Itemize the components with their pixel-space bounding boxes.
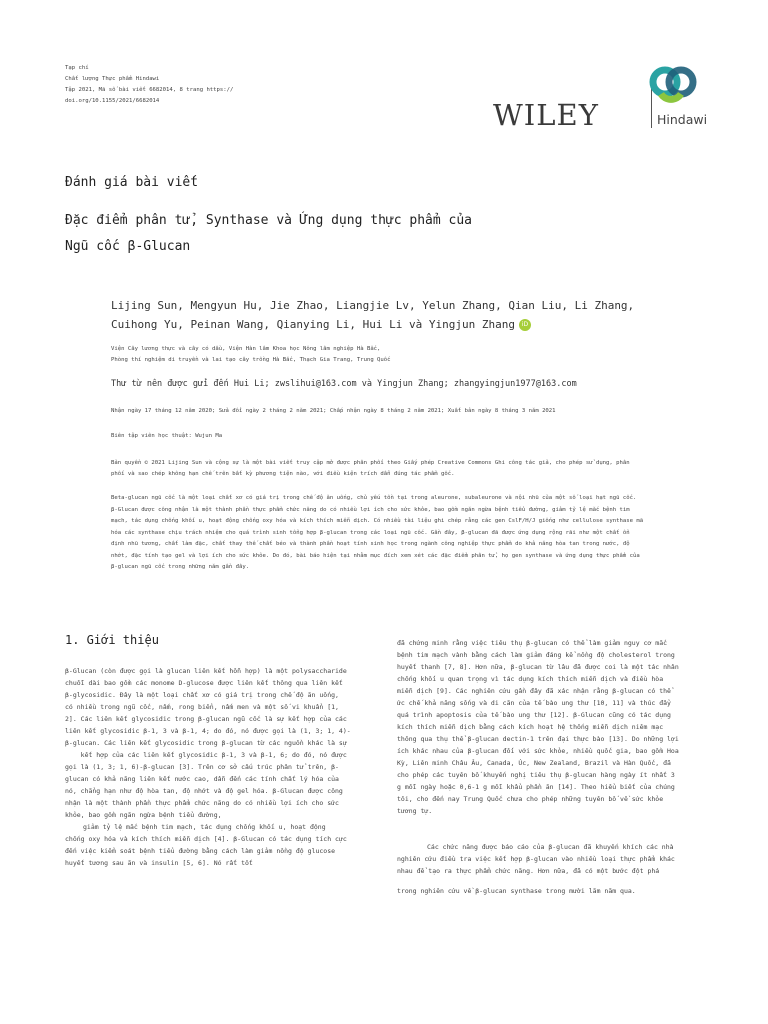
journal-line: Tập 2021, Mã số bài viết 6682014, 8 trang https://	[65, 87, 234, 93]
text-line: tương tự.	[397, 807, 433, 815]
text-line: có nhiều trong ngũ cốc, nấm, rong biển, nấm men và một số vi khuẩn [1,	[65, 703, 339, 711]
authors-line	[111, 315, 721, 334]
paragraph	[397, 637, 707, 817]
text-line: giảm tỷ lệ mắc bệnh tim mạch, tác dụng chống khối u, hoạt động	[83, 823, 326, 831]
affiliation-line: Viện Cây lương thực và cây có dầu, Viện Hàn lâm Khoa học Nông lâm nghiệp Hà Bắc,	[111, 346, 381, 352]
text-line: chống oxy hóa và kích thích miễn dịch [4]. β-Glucan có tác dụng tích cực	[65, 835, 347, 843]
text-line: kích thích miễn dịch bằng cách kích hoạt hệ thống miễn dịch niêm mạc	[397, 723, 664, 731]
authors-line: Lijing Sun, Mengyun Hu, Jie Zhao, Liangjie Lv, Yelun Zhang, Qian Liu, Li Zhang,	[111, 299, 635, 312]
text-line: nhau để tạo ra thực phẩm chức năng. Hơn nữa, đã có một bước đột phá	[397, 867, 660, 875]
text-line: miễn dịch [9]. Các nghiên cứu gần đây đã xác nhận rằng β-glucan có thể	[397, 687, 671, 695]
abstract-line: β-Glucan được công nhận là một thành phần thực phẩm chức năng do có nhiều lợi ích cho sức khỏe, bao gồm ngăn ngừa bệnh tiểu đường, giảm tỷ lệ mắc bệnh tim	[111, 506, 630, 513]
title-line: Đặc điểm phân tử, Synthase và Ứng dụng thực phẩm của	[65, 213, 472, 228]
wiley-wordmark: WILEY	[493, 98, 599, 132]
abstract-line: định nhũ tương, chất làm đặc, chất thay thế chất béo và thành phần hoạt tính sinh học trong ngành công nghiệp thực phẩm do khả năng hòa tan trong nước, độ	[111, 541, 630, 547]
paragraph	[65, 821, 365, 869]
text-line: ích khác nhau của β-glucan đối với sức khỏe, nhiều quốc gia, bao gồm Hoa	[397, 747, 679, 755]
left-column	[65, 665, 365, 869]
abstract-line: nhớt, đặc tính tạo gel và lợi ích cho sức khỏe. Do đó, bài báo hiện tại nhằm mục đích xem xét các đặc điểm phân tử, họ gen synthase và ứng dụng thực phẩm của	[111, 552, 640, 559]
text-line: tôi, cho đến nay Trung Quốc chưa cho phép những tuyên bố về sức khỏe	[397, 795, 664, 803]
abstract	[111, 493, 723, 574]
publisher-logo	[493, 64, 713, 134]
abstract-line: Beta-glucan ngũ cốc là một loại chất xơ có giá trị trong chế độ ăn uống, chủ yếu tồn tại trong aleurone, subaleurone và nội nhũ của một số loại hạt ngũ cốc.	[111, 495, 637, 501]
right-column	[397, 637, 707, 897]
text-line: kết hợp của các liên kết glycosidic β-1, 3 và β-1, 6; do đó, nó được	[65, 751, 347, 759]
text-line: quá trình apoptosis của tế bào ung thư [12]. β-Glucan cũng có tác dụng	[397, 711, 671, 719]
text-line: nhận là một thành phần thực phẩm chức năng do có nhiều lợi ích cho sức	[65, 799, 339, 807]
text-line: Kỳ, Liên minh Châu Âu, Canada, Úc, New Zealand, Brazil và Hàn Quốc, đã	[397, 759, 671, 767]
text-line: chống khối u quan trọng vì tác dụng kích thích miễn dịch và điều hòa	[397, 675, 664, 683]
text-line: glucan có khả năng liên kết nước cao, dẫn đến các tính chất lý hóa của	[65, 775, 339, 783]
hindawi-mark-icon	[639, 64, 705, 112]
article-title	[65, 208, 685, 260]
academic-editor: Biên tập viên học thuật: Wujun Ma	[111, 433, 223, 439]
orcid-icon[interactable]: iD	[519, 319, 531, 331]
author-list	[111, 296, 721, 334]
text-line: 2]. Các liên kết glycosidic trong β-glucan ngũ cốc là sự kết hợp của các	[65, 715, 347, 723]
text-line: β-Glucan (còn được gọi là glucan liên kết hỗn hợp) là một polysaccharide	[65, 667, 347, 675]
text-line: bệnh tim mạch vành bằng cách làm giảm đáng kể nồng độ cholesterol trong	[397, 651, 675, 659]
text-line: chuỗi dài bao gồm các monome D-glucose được liên kết thông qua liên kết	[65, 679, 343, 687]
text-line: đến việc kiểm soát bệnh tiểu đường bằng cách làm giảm nồng độ glucose	[65, 847, 336, 855]
hindawi-wordmark: Hindawi	[657, 112, 708, 127]
text-line: gọi là (1, 3; 1, 6)-β-glucan [3]. Trên cơ sở cấu trúc phân tử trên, β-	[65, 763, 339, 771]
text-line: thông qua thụ thể β-glucan dectin-1 trên đại thực bào [13]. Do những lợi	[397, 735, 679, 743]
text-line: nó, chẳng hạn như độ hòa tan, độ nhớt và độ gel hóa. β-Glucan được công	[65, 787, 343, 795]
text-line: khỏe, bao gồm ngăn ngừa bệnh tiểu đường,	[65, 811, 222, 819]
correspondence: Thư từ nên được gửi đến Hui Li; zwslihui@163.com và Yingjun Zhang; zhangyingjun1977@163.com	[111, 379, 577, 389]
journal-line: Tạp chí	[65, 65, 89, 71]
text-line: huyết thanh [7, 8]. Hơn nữa, β-glucan từ lâu đã được coi là một tác nhân	[397, 663, 679, 671]
text-line: β-glycosidic. Đây là một loại chất xơ có giá trị trong chế độ ăn uống,	[65, 691, 339, 699]
copyright-notice	[111, 458, 721, 480]
text-line: huyết tương sau ăn và insulin [5, 6]. Nó rất tốt	[65, 859, 253, 867]
affiliations	[111, 344, 711, 366]
text-line: β-glucan. Các liên kết glycosidic trong β-glucan từ các nguồn khác là sự	[65, 739, 347, 747]
text-line: Các chức năng được báo cáo của β-glucan đã khuyến khích các nhà	[427, 843, 674, 851]
text-line: liên kết glycosidic β-1, 3 và β-1, 4; do đó, nó được gọi là (1, 3; 1, 4)-	[65, 727, 351, 735]
affiliation-line: Phòng thí nghiệm di truyền và lai tạo cây trồng Hà Bắc, Thạch Gia Trang, Trung Quốc	[111, 357, 391, 363]
abstract-line: β-glucan ngũ cốc trong những năm gần đây.	[111, 564, 250, 570]
journal-line: doi.org/10.1155/2021/6682014	[65, 98, 160, 104]
abstract-line: mạch, tác dụng chống khối u, hoạt động chống oxy hóa và kích thích miễn dịch. Có nhiều tài liệu ghi chép rằng các gen CslF/H/J giống như cellulose synthase mã	[111, 518, 644, 524]
article-type: Đánh giá bài viết	[65, 175, 199, 190]
title-line: Ngũ cốc β-Glucan	[65, 239, 191, 254]
text-line: cho phép các tuyên bố khuyến nghị tiêu thụ β-glucan hàng ngày ít nhất 3	[397, 771, 675, 779]
journal-header	[65, 63, 365, 107]
copyright-line: phối và sao chép không hạn chế trên bất kỳ phương tiện nào, với điều kiện trích dẫn đúng tác phẩm gốc.	[111, 471, 455, 477]
paragraph	[65, 665, 365, 821]
text-line: g mỗi ngày hoặc 0,6-1 g mỗi khẩu phần ăn [14]. Theo hiểu biết của chúng	[397, 783, 675, 791]
authors-line-text: Cuihong Yu, Peinan Wang, Qianying Li, Hui Li và Yingjun Zhang	[111, 318, 515, 331]
copyright-line: Bản quyền © 2021 Lijing Sun và cộng sự là một bài viết truy cập mở được phân phối theo Giấy phép Creative Commons Ghi công tác giả, cho phép sử dụng, phân	[111, 460, 630, 466]
text-line: trong nghiên cứu về β-glucan synthase trong mười lăm năm qua.	[397, 887, 636, 895]
journal-line: Chất lượng Thực phẩm Hindawi	[65, 76, 160, 82]
paragraph	[397, 841, 707, 897]
abstract-line: hóa các synthase chịu trách nhiệm cho quá trình sinh tổng hợp β-glucan trong các loại ngũ cốc. Gần đây, β-glucan đã được ứng dụng rộng rãi như một chất ổn	[111, 529, 630, 536]
article-dates: Nhận ngày 17 tháng 12 năm 2020; Sửa đổi ngày 2 tháng 2 năm 2021; Chấp nhận ngày 8 tháng 2 năm 2021; Xuất bản ngày 8 tháng 3 năm 2021	[111, 408, 556, 414]
section-heading: 1. Giới thiệu	[65, 633, 159, 647]
text-line: ức chế khả năng sống và di căn của tế bào ung thư [10, 11] và thúc đẩy	[397, 699, 671, 707]
text-line: đã chứng minh rằng việc tiêu thụ β-glucan có thể làm giảm nguy cơ mắc	[397, 639, 668, 647]
text-line: nghiên cứu điều tra việc kết hợp β-glucan vào nhiều loại thực phẩm khác	[397, 855, 675, 863]
